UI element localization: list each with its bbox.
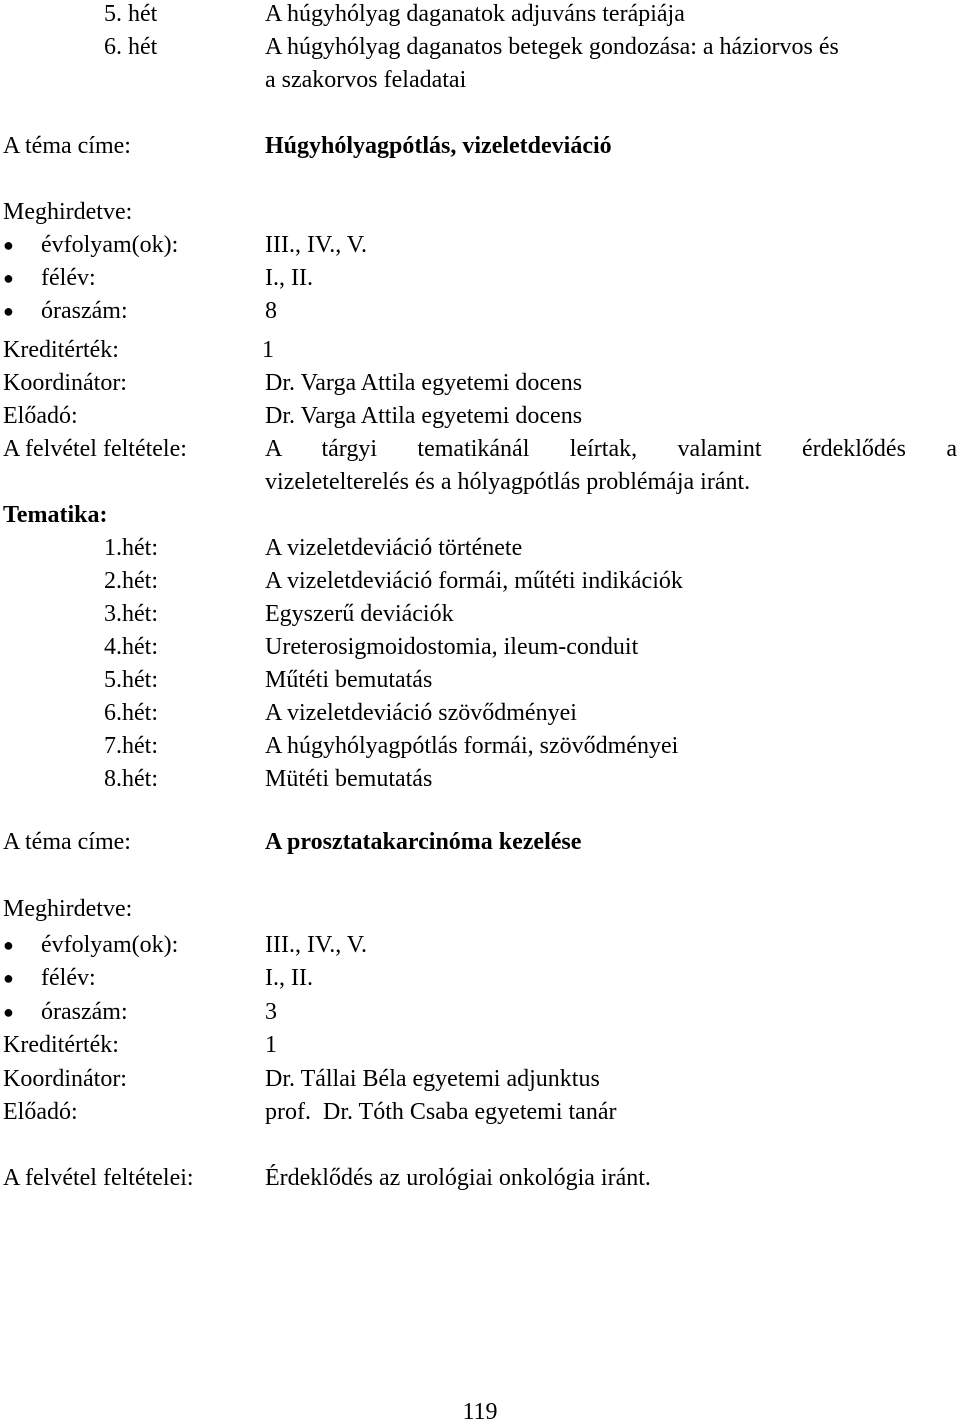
lecturer-row bbox=[0, 1096, 960, 1129]
topic-text: A vizeletdeviáció története bbox=[265, 535, 523, 561]
course2-title-row bbox=[0, 826, 960, 859]
semester-label: félév: bbox=[41, 965, 96, 991]
bullet-icon: ● bbox=[3, 268, 14, 288]
announced-label: Meghirdetve: bbox=[3, 896, 133, 922]
year-row bbox=[0, 229, 960, 262]
topic-row bbox=[0, 697, 960, 730]
topic-text: A vizeletdeviáció formái, műtéti indikációk bbox=[265, 568, 683, 594]
bullet-icon: ● bbox=[3, 968, 14, 988]
lecturer-label: Előadó: bbox=[3, 1099, 78, 1125]
week-text-continued: a szakorvos feladatai bbox=[265, 67, 467, 93]
week-text: A húgyhólyag daganatos betegek gondozása: a háziorvos és bbox=[265, 34, 839, 60]
credit-label: Kreditérték: bbox=[3, 337, 119, 363]
semester-label: félév: bbox=[41, 265, 96, 291]
semester-value: I., II. bbox=[265, 965, 313, 991]
course1-title-row bbox=[0, 130, 960, 163]
topic-row bbox=[0, 631, 960, 664]
announced-label: Meghirdetve: bbox=[3, 199, 133, 225]
hours-value: 8 bbox=[265, 298, 277, 324]
topic-week: 6.hét: bbox=[104, 700, 158, 726]
topic-week: 5.hét: bbox=[104, 667, 158, 693]
bullet-icon: ● bbox=[3, 301, 14, 321]
condition-value: Érdeklődés az urológiai onkológia iránt. bbox=[265, 1165, 651, 1191]
condition-row bbox=[0, 433, 960, 466]
year-value: III., IV., V. bbox=[265, 932, 368, 958]
lecturer-label: Előadó: bbox=[3, 403, 78, 429]
coordinator-value: Dr. Tállai Béla egyetemi adjunktus bbox=[265, 1066, 600, 1092]
bullet-icon: ● bbox=[3, 935, 14, 955]
week-row bbox=[0, 31, 960, 64]
topic-week: 1.hét: bbox=[104, 535, 158, 561]
topic-text: A vizeletdeviáció szövődményei bbox=[265, 700, 577, 726]
bullet-icon: ● bbox=[3, 1002, 14, 1022]
lecturer-value: Dr. Varga Attila egyetemi docens bbox=[265, 403, 583, 429]
condition-row-continuation bbox=[0, 466, 960, 499]
hours-label: óraszám: bbox=[41, 999, 128, 1025]
announced-row bbox=[0, 196, 960, 229]
topic-week: 2.hét: bbox=[104, 568, 158, 594]
topics-heading-row bbox=[0, 499, 960, 532]
coordinator-row bbox=[0, 1063, 960, 1096]
course-title: A prosztatakarcinóma kezelése bbox=[265, 829, 582, 855]
hours-row bbox=[0, 295, 960, 328]
topic-row bbox=[0, 565, 960, 598]
semester-row bbox=[0, 962, 960, 995]
coordinator-row bbox=[0, 367, 960, 400]
credit-label: Kreditérték: bbox=[3, 1032, 119, 1058]
topic-row bbox=[0, 763, 960, 796]
year-label: évfolyam(ok): bbox=[41, 232, 179, 258]
condition-value: A tárgyi tematikánál leírtak, valamint érdeklődés a bbox=[265, 436, 957, 462]
semester-value: I., II. bbox=[265, 265, 313, 291]
topic-row bbox=[0, 598, 960, 631]
hours-row bbox=[0, 996, 960, 1029]
topic-text: Műtéti bemutatás bbox=[265, 667, 433, 693]
announced-row bbox=[0, 893, 960, 926]
week-label: 6. hét bbox=[104, 34, 158, 60]
topic-row bbox=[0, 532, 960, 565]
week-row-continuation bbox=[0, 64, 960, 97]
lecturer-value: prof. Dr. Tóth Csaba egyetemi tanár bbox=[265, 1099, 617, 1125]
topic-row bbox=[0, 730, 960, 763]
hours-value: 3 bbox=[265, 999, 277, 1025]
week-row bbox=[0, 0, 960, 31]
page-number: 119 bbox=[462, 1399, 498, 1425]
hours-label: óraszám: bbox=[41, 298, 128, 324]
year-label: évfolyam(ok): bbox=[41, 932, 179, 958]
semester-row bbox=[0, 262, 960, 295]
week-text: A húgyhólyag daganatok adjuváns terápiája bbox=[265, 1, 685, 27]
bullet-icon: ● bbox=[3, 235, 14, 255]
topic-week: 3.hét: bbox=[104, 601, 158, 627]
condition-label: A felvétel feltételei: bbox=[3, 1165, 194, 1191]
topic-week: 7.hét: bbox=[104, 733, 158, 759]
topic-text: Ureterosigmoidostomia, ileum-conduit bbox=[265, 634, 639, 660]
coordinator-label: Koordinátor: bbox=[3, 370, 127, 396]
credit-value: 1 bbox=[262, 337, 274, 363]
topic-week: 4.hét: bbox=[104, 634, 158, 660]
week-label: 5. hét bbox=[104, 1, 158, 27]
credit-value: 1 bbox=[265, 1032, 277, 1058]
topic-text: Egyszerű deviációk bbox=[265, 601, 454, 627]
year-row bbox=[0, 929, 960, 962]
course-title: Húgyhólyagpótlás, vizeletdeviáció bbox=[265, 133, 612, 159]
coordinator-label: Koordinátor: bbox=[3, 1066, 127, 1092]
lecturer-row bbox=[0, 400, 960, 433]
coordinator-value: Dr. Varga Attila egyetemi docens bbox=[265, 370, 583, 396]
topic-row bbox=[0, 664, 960, 697]
year-value: III., IV., V. bbox=[265, 232, 368, 258]
condition-label: A felvétel feltétele: bbox=[3, 436, 187, 462]
credit-row bbox=[0, 334, 960, 367]
title-label: A téma címe: bbox=[3, 133, 131, 159]
topic-week: 8.hét: bbox=[104, 766, 158, 792]
title-label: A téma címe: bbox=[3, 829, 131, 855]
credit-row bbox=[0, 1029, 960, 1062]
topic-text: A húgyhólyagpótlás formái, szövődményei bbox=[265, 733, 679, 759]
topics-heading: Tematika: bbox=[3, 502, 108, 528]
condition-value-continued: vizeletelterelés és a hólyagpótlás problémája iránt. bbox=[265, 469, 751, 495]
condition-row bbox=[0, 1162, 960, 1195]
topic-text: Mütéti bemutatás bbox=[265, 766, 433, 792]
